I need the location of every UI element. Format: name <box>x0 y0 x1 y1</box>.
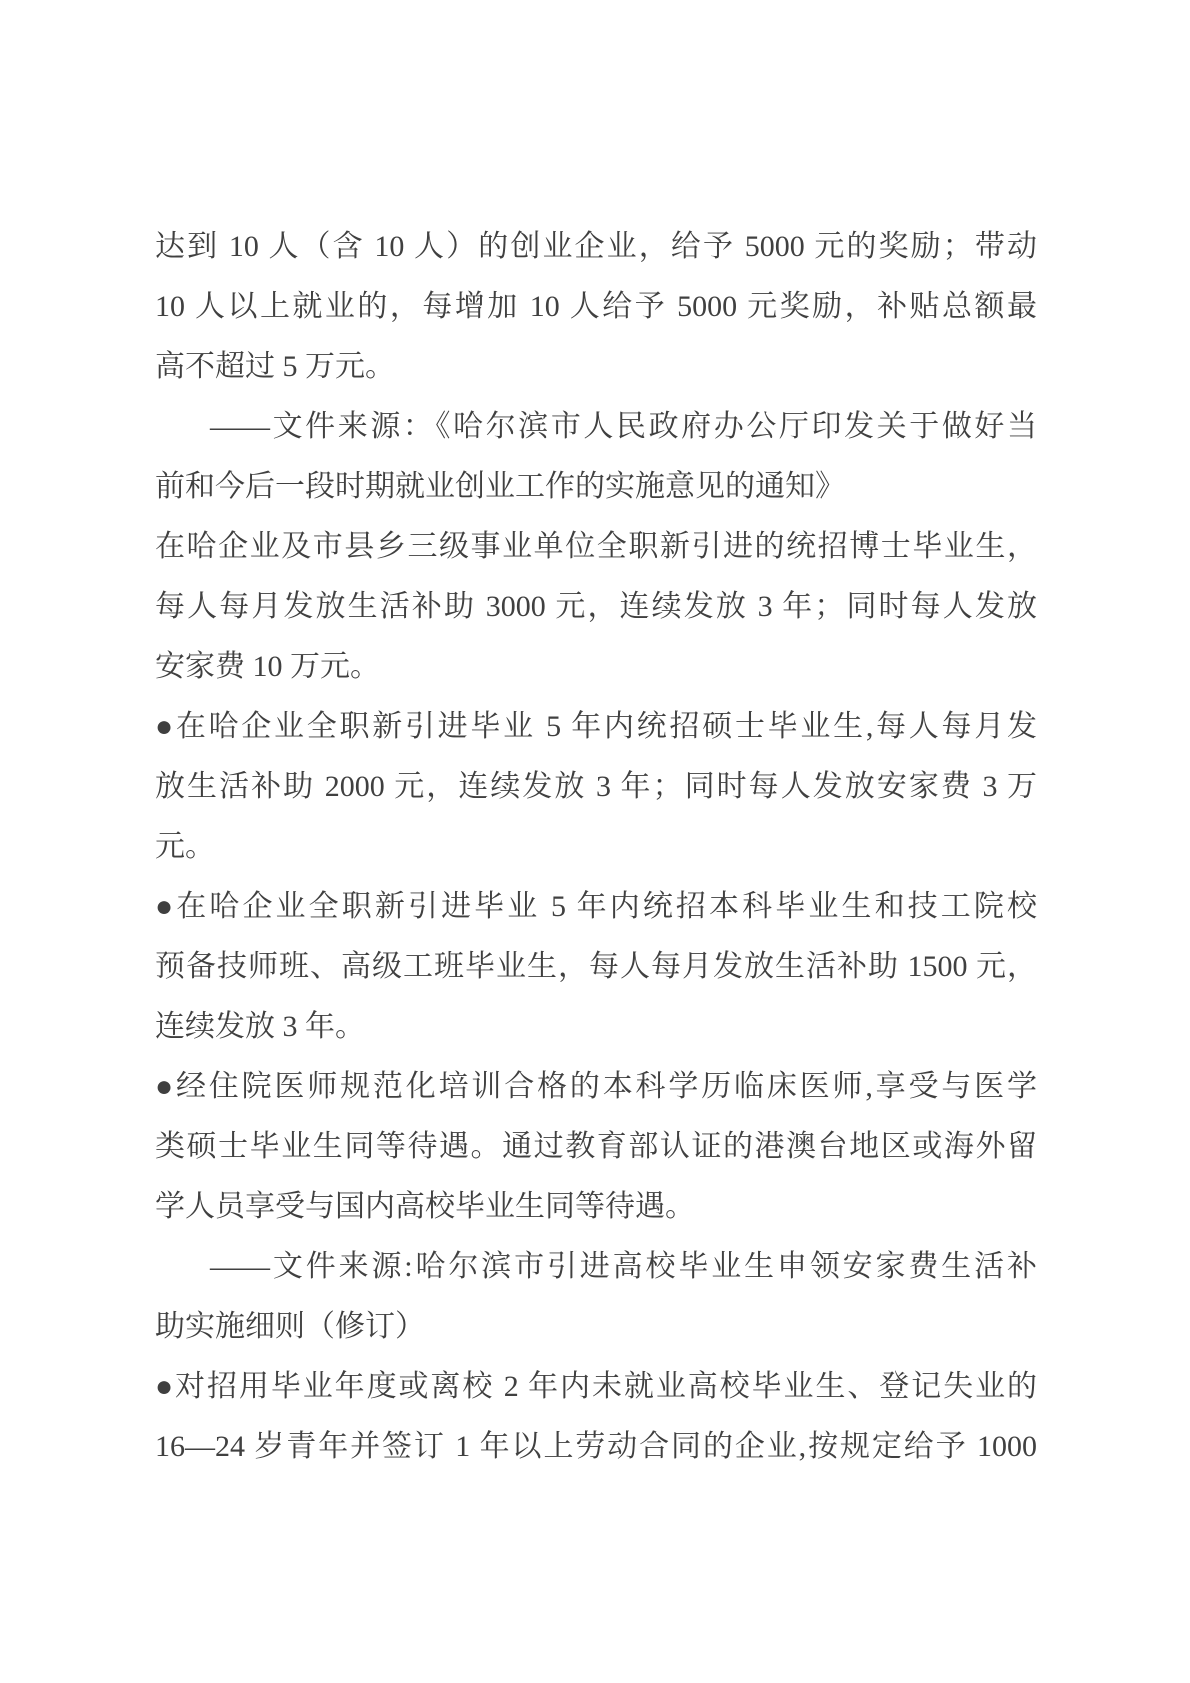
document-line: 学人员享受与国内高校毕业生同等待遇。 <box>155 1190 695 1223</box>
document-line: ●经住院医师规范化培训合格的本科学历临床医师,享受与医学 <box>155 1070 1037 1103</box>
document-line: 类硕士毕业生同等待遇。通过教育部认证的港澳台地区或海外留 <box>155 1130 1037 1163</box>
document-line: 元。 <box>155 830 215 863</box>
document-line: 放生活补助 2000 元，连续发放 3 年；同时每人发放安家费 3 万 <box>155 770 1037 803</box>
document-text-block <box>155 217 1037 1477</box>
document-line: 达到 10 人（含 10 人）的创业企业，给予 5000 元的奖励；带动 <box>155 230 1037 263</box>
document-line: 预备技师班、高级工班毕业生，每人每月发放生活补助 1500 元， <box>155 950 1037 983</box>
document-line: 高不超过 5 万元。 <box>155 350 395 383</box>
document-line: 安家费 10 万元。 <box>155 650 380 683</box>
document-line: 16—24 岁青年并签订 1 年以上劳动合同的企业,按规定给予 1000 <box>155 1430 1037 1463</box>
document-line: 10 人以上就业的，每增加 10 人给予 5000 元奖励，补贴总额最 <box>155 290 1037 323</box>
document-line: ●在哈企业全职新引进毕业 5 年内统招硕士毕业生,每人每月发 <box>155 710 1037 743</box>
document-line: ——文件来源:哈尔滨市引进高校毕业生申领安家费生活补 <box>210 1250 1037 1283</box>
document-line: ——文件来源：《哈尔滨市人民政府办公厅印发关于做好当 <box>210 410 1037 443</box>
document-line: 每人每月发放生活补助 3000 元，连续发放 3 年；同时每人发放 <box>155 590 1037 623</box>
document-line: 在哈企业及市县乡三级事业单位全职新引进的统招博士毕业生， <box>155 530 1037 563</box>
document-line: ●对招用毕业年度或离校 2 年内未就业高校毕业生、登记失业的 <box>155 1370 1037 1403</box>
document-line: 助实施细则（修订） <box>155 1310 425 1343</box>
document-line: 连续发放 3 年。 <box>155 1010 365 1043</box>
document-line: ●在哈企业全职新引进毕业 5 年内统招本科毕业生和技工院校 <box>155 890 1037 923</box>
document-line: 前和今后一段时期就业创业工作的实施意见的通知》 <box>155 470 845 503</box>
